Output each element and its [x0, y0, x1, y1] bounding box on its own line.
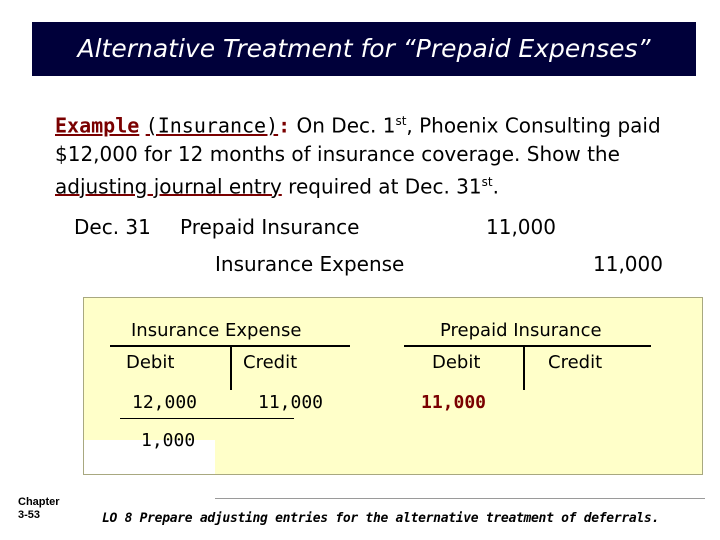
chapter-line-1: Chapter — [18, 496, 60, 508]
t-account-prepaid-insurance-credit-label: Credit — [548, 352, 603, 373]
t-account-insurance-expense-divider — [230, 345, 232, 390]
example-text-2: , Phoenix Consulting paid — [406, 113, 661, 138]
example-sup-1: st — [395, 114, 407, 128]
t-account-insurance-expense-debit-label: Debit — [126, 352, 175, 373]
t-account-insurance-expense-credit-entry: 11,000 — [258, 392, 324, 413]
t-account-insurance-expense-balance: 1,000 — [141, 430, 196, 451]
t-account-insurance-expense-title: Insurance Expense — [131, 320, 302, 341]
journal-date: Dec. 31 — [74, 215, 151, 239]
t-account-prepaid-insurance-divider — [523, 345, 525, 390]
example-sup-2: st — [481, 174, 493, 189]
slide-title: Alternative Treatment for “Prepaid Expenses” — [32, 22, 696, 76]
example-text-3: required at Dec. 31 — [281, 174, 482, 199]
t-account-prepaid-insurance-debit-entry: 11,000 — [421, 392, 487, 413]
t-account-insurance-expense-debit-entry: 12,000 — [132, 392, 198, 413]
journal-credit-account: Insurance Expense — [215, 252, 405, 276]
footer-divider — [215, 498, 705, 499]
t-account-prepaid-insurance-title: Prepaid Insurance — [440, 320, 602, 341]
example-colon: : — [278, 113, 291, 138]
example-period: . — [492, 174, 499, 199]
example-line-2: $12,000 for 12 months of insurance coverage. Show the — [55, 141, 620, 166]
t-account-prepaid-insurance-debit-label: Debit — [432, 352, 481, 373]
learning-objective: LO 8 Prepare adjusting entries for the alternative treatment of deferrals. — [102, 511, 659, 526]
journal-credit-amount: 11,000 — [593, 252, 663, 276]
journal-debit-amount: 11,000 — [486, 215, 556, 239]
t-account-prepaid-insurance-top-line — [404, 345, 651, 347]
example-label: Example — [55, 113, 140, 138]
example-text-1: On Dec. 1 — [290, 113, 396, 138]
chapter-label — [18, 496, 60, 522]
t-account-insurance-expense-total-line — [120, 418, 294, 419]
journal-debit-account: Prepaid Insurance — [180, 215, 360, 239]
example-text — [55, 107, 695, 200]
example-category: (Insurance) — [145, 113, 279, 138]
example-adjusting-phrase: adjusting journal entry — [55, 174, 282, 199]
chapter-line-2: 3-53 — [18, 509, 41, 521]
t-account-insurance-expense-credit-label: Credit — [243, 352, 298, 373]
